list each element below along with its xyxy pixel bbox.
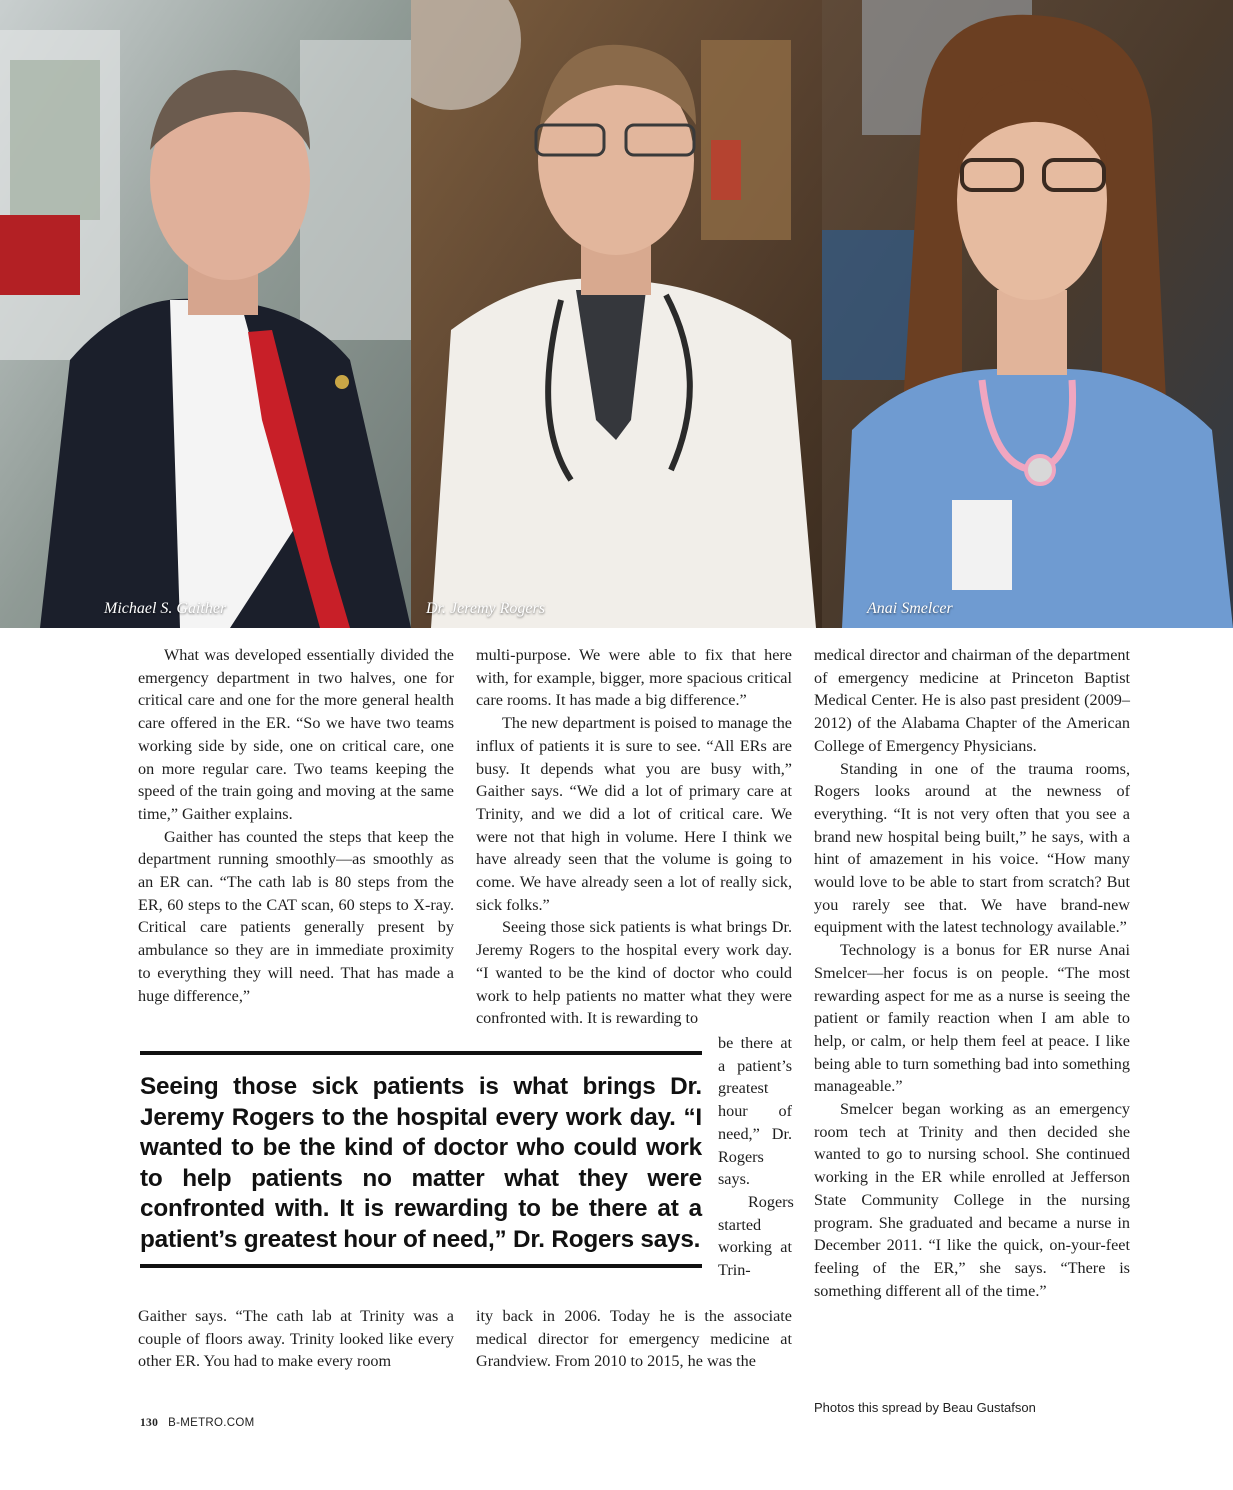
page-folio [140,1417,255,1429]
photo-jeremy-rogers [411,0,822,628]
paragraph: Gaither says. “The cath lab at Trinity was a couple of floors away. Trinity looked like every other ER. You had to make every room [138,1307,454,1371]
pull-quote-text: Seeing those sick patients is what brings Dr. Jeremy Rogers to the hospital every work day. “I wanted to be the kind of doctor who could work to help patients no matter what they were confronted with. It is rewarding to be there at a patient’s greatest hour of need,” Dr. Rogers says. [140,1073,702,1253]
article-col1-top [138,644,454,1007]
paragraph: Technology is a bonus for ER nurse Anai Smelcer—her focus is on people. “The most rewarding aspect for me as a nurse is seeing the patient or family reaction when I am able to help, or calm, or help them feel at peace. I like being able to turn something bad into something manageable.” [814,941,1130,1096]
portrait-rogers-image [411,0,822,628]
article-col2-narrow [718,1032,792,1282]
paragraph: multi-purpose. We were able to fix that here with, for example, bigger, more spacious critical care rooms. It has made a big difference.” [476,646,792,710]
paragraph: Seeing those sick patients is what brings Dr. Jeremy Rogers to the hospital every work day. “I wanted to be the kind of doctor who could work to help patients no matter what they were confronted with. It is rewarding to [476,918,792,1028]
article-col3 [814,644,1130,1302]
pull-quote-bottom-rule [140,1264,702,1268]
site-name: B-METRO.COM [168,1417,255,1429]
caption-rogers: Dr. Jeremy Rogers [426,600,545,617]
paragraph: Smelcer began working as an emergency room tech at Trinity and then decided she wanted to go to nursing school. She continued working in the ER while enrolled at Jefferson State Community College in the nursing program. She graduated and became a nurse in December 2011. “I like the quick, on-your-feet feeling of the ER,” she says. “There is something different all of the time.” [814,1100,1130,1300]
article-col2-top [476,644,792,1030]
pull-quote [140,1051,702,1268]
paragraph: ity back in 2006. Today he is the associate medical director for emergency medicine at Grandview. From 2010 to 2015, he was the [476,1307,792,1371]
portrait-gaither-image [0,0,411,628]
paragraph: be there at a patient’s greatest hour of need,” Dr. Rogers says. [718,1034,792,1189]
photo-michael-gaither [0,0,411,628]
paragraph: The new department is poised to manage the influx of patients it is sure to see. “All ERs are busy. It depends what you are busy with,” Gaither says. “We did a lot of primary care at Trinity, and we did a lot of critical care. We were not that high in volume. Here I think we have already seen that the volume is going to come. We have already seen a lot of really sick, sick folks.” [476,714,792,914]
paragraph: What was developed essentially divided the emergency department in two halves, one for critical care and one for the more general health care offered in the ER. “So we have two teams working side by side, one on critical care, one on more regular care. Two teams keeping the speed of the train going and moving at the same time,” Gaither explains. [138,646,454,823]
portrait-smelcer-image [822,0,1233,628]
article-col2-bottom [476,1305,792,1373]
paragraph: medical director and chairman of the department of emergency medicine at Princeton Baptist Medical Center. He is also past president (2009–2012) of the Alabama Chapter of the American College of Emergency Physicians. [814,646,1130,755]
page-number: 130 [140,1417,159,1429]
photo-credit: Photos this spread by Beau Gustafson [814,1400,1036,1415]
paragraph: Gaither has counted the steps that keep the department running smoothly—as smoothly as an ER can. “The cath lab is 80 steps from the ER, 60 steps to the CAT scan, 60 steps to X-ray. Critical care patients generally present by ambulance so they are in immediate proximity to everything they will need. That has made a huge difference,” [138,827,454,1005]
photo-strip [0,0,1233,628]
photo-anai-smelcer [822,0,1233,628]
caption-gaither: Michael S. Gaither [104,600,227,617]
caption-smelcer: Anai Smelcer [867,600,953,617]
paragraph: Standing in one of the trauma rooms, Rogers looks around at the newness of everything. “It is not very often that you see a brand new hospital being built,” he says, with a hint of amazement in his voice. “How many would love to be able to start from scratch? But you rarely see that. We have brand-new equipment with the latest technology available.” [814,759,1130,937]
article-col1-bottom [138,1305,454,1373]
paragraph: Rogers started working at Trin- [718,1192,794,1280]
